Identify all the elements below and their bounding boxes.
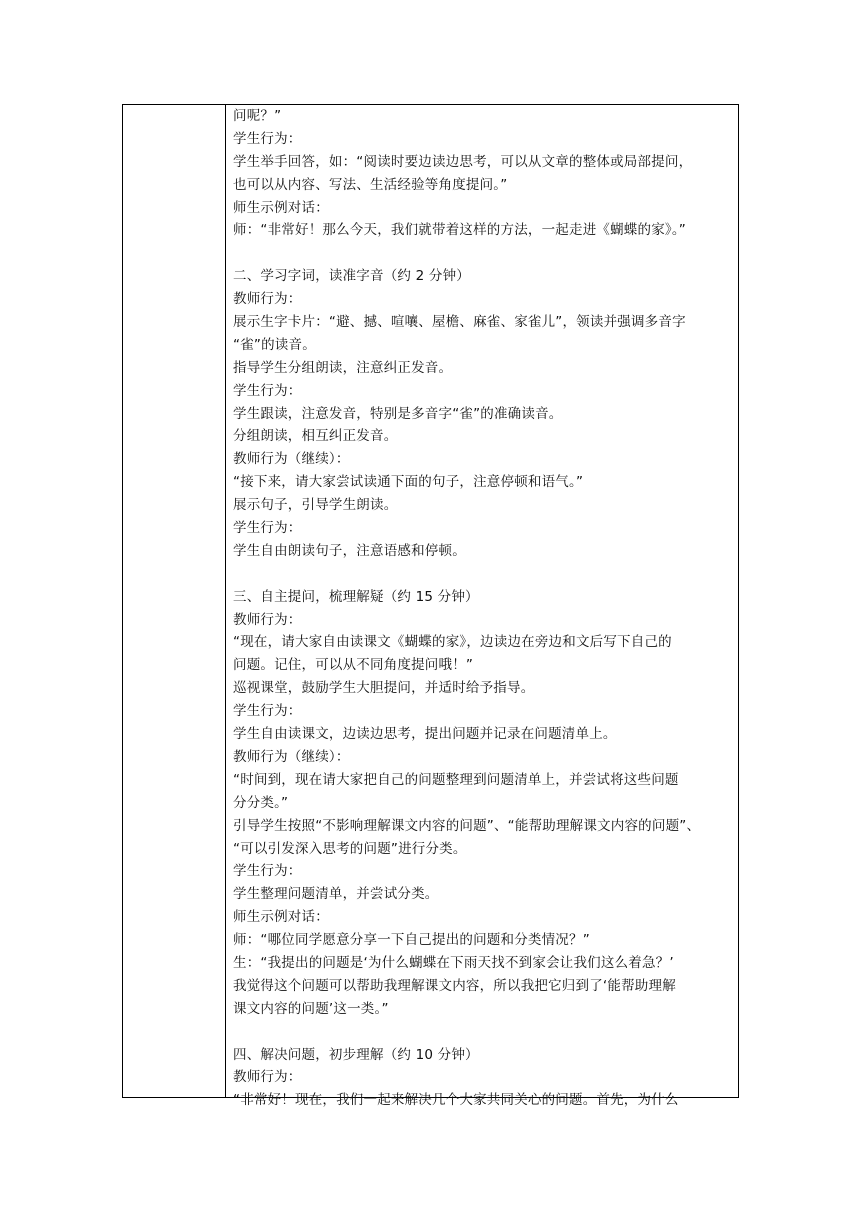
label-column: [123, 105, 226, 1097]
text-line: 师：“非常好！那么今天，我们就带着这样的方法，一起走进《蝴蝶的家》。”: [233, 222, 686, 239]
text-line: 师：“哪位同学愿意分享一下自己提出的问题和分类情况？”: [233, 932, 590, 949]
lesson-plan-table: [122, 104, 739, 1109]
text-line: 巡视课堂，鼓励学生大胆提问，并适时给予指导。: [233, 680, 535, 697]
text-line: “现在，请大家自由读课文《蝴蝶的家》，边读边在旁边和文后写下自己的: [233, 634, 672, 651]
text-line: “接下来，请大家尝试读通下面的句子，注意停顿和语气。”: [233, 474, 584, 491]
text-line: 学生行为：: [233, 520, 302, 537]
content-column: [227, 105, 738, 1109]
text-line: 展示生字卡片：“避、撼、喧嚷、屋檐、麻雀、家雀儿”，领读并强调多音字: [233, 314, 686, 331]
text-line: 课文内容的问题’这一类。”: [233, 1000, 389, 1017]
text-line: 学生举手回答，如：“阅读时要边读边思考，可以从文章的整体或局部提问，: [233, 153, 693, 170]
text-line: “雀”的读音。: [233, 336, 316, 353]
text-line: “非常好！现在，我们一起来解决几个大家共同关心的问题。首先，为什么: [233, 1092, 679, 1109]
text-line: 引导学生按照“不影响理解课文内容的问题”、“能帮助理解课文内容的问题”、: [233, 817, 701, 834]
text-line: 学生行为：: [233, 863, 302, 880]
text-line: 教师行为：: [233, 291, 302, 308]
text-line: 三、自主提问，梳理解疑（约 15 分钟）: [233, 588, 479, 605]
text-line: 四、解决问题，初步理解（约 10 分钟）: [233, 1046, 479, 1063]
text-line: 展示句子，引导学生朗读。: [233, 497, 398, 514]
text-line: 我觉得这个问题可以帮助我理解课文内容，所以我把它归到了‘能帮助理解: [233, 977, 676, 994]
text-line: 分组朗读，相互纠正发音。: [233, 428, 398, 445]
text-line: 学生自由朗读句子，注意语感和停顿。: [233, 542, 466, 559]
text-line: 师生示例对话：: [233, 909, 329, 926]
text-line: 生：“我提出的问题是‘为什么蝴蝶在下雨天找不到家会让我们这么着急？’: [233, 954, 674, 971]
text-line: 教师行为（继续）：: [233, 451, 350, 468]
text-line: 学生跟读，注意发音，特别是多音字“雀”的准确读音。: [233, 405, 563, 422]
text-line: 学生行为：: [233, 130, 302, 147]
text-line: 问题。记住，可以从不同角度提问哦！”: [233, 657, 474, 674]
text-line: 教师行为：: [233, 1069, 302, 1086]
text-line: 分分类。”: [233, 794, 289, 811]
text-line: 学生行为：: [233, 703, 302, 720]
text-line: 问呢？”: [233, 108, 282, 124]
text-line: “可以引发深入思考的问题”进行分类。: [233, 840, 467, 857]
text-line: 师生示例对话：: [233, 199, 329, 216]
text-line: 也可以从内容、写法、生活经验等角度提问。”: [233, 176, 508, 193]
text-line: 教师行为（继续）：: [233, 748, 350, 765]
text-line: 学生自由读课文，边读边思考，提出问题并记录在问题清单上。: [233, 726, 617, 743]
text-line: 教师行为：: [233, 611, 302, 628]
text-line: 指导学生分组朗读，注意纠正发音。: [233, 359, 453, 376]
blank-line: [233, 242, 734, 265]
blank-line: [233, 1021, 734, 1044]
text-line: 学生行为：: [233, 382, 302, 399]
blank-line: [233, 563, 734, 586]
text-line: 二、学习字词，读准字音（约 2 分钟）: [233, 268, 470, 285]
text-line: “时间到，现在请大家把自己的问题整理到问题清单上，并尝试将这些问题: [233, 771, 679, 788]
text-line: 学生整理问题清单，并尝试分类。: [233, 886, 439, 903]
